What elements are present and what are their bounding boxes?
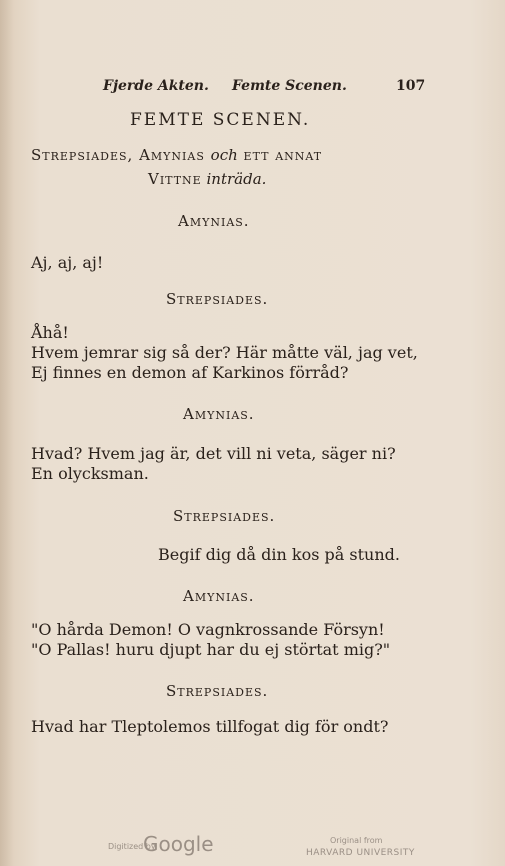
verse-line: Aj, aj, aj! (31, 253, 104, 272)
speaker-strepsiades: Strepsiades. (166, 682, 269, 700)
verse-line: "O Pallas! huru djupt har du ej störtat mig?" (31, 640, 391, 659)
stage-direction-line2 (148, 170, 266, 188)
stage-vittne: Vittne (148, 170, 202, 188)
verse-line: Ej finnes en demon af Karkinos förråd? (31, 363, 349, 382)
stage-intrada: inträda. (206, 170, 267, 188)
google-logo: Google (143, 832, 214, 856)
running-head-left: Fjerde Akten. (103, 78, 209, 94)
scene-title: FEMTE SCENEN. (130, 110, 311, 130)
verse-line: Hvad? Hvem jag är, det vill ni veta, säger ni? (31, 444, 396, 463)
verse-line: Begif dig då din kos på stund. (158, 545, 400, 564)
stage-direction-line1 (31, 146, 322, 164)
page-number: 107 (396, 78, 426, 94)
verse-line: En olycksman. (31, 464, 149, 483)
running-head-center: Femte Scenen. (232, 78, 347, 94)
stage-names: Strepsiades, Amynias (31, 146, 205, 164)
speaker-strepsiades: Strepsiades. (166, 290, 269, 308)
stage-och: och (210, 146, 238, 164)
verse-line: Åhå! (31, 323, 69, 342)
verse-line: "O hårda Demon! O vagnkrossande Försyn! (31, 620, 385, 639)
speaker-amynias: Amynias. (183, 587, 255, 605)
verse-line: Hvad har Tleptolemos tillfogat dig för ondt? (31, 717, 389, 736)
speaker-amynias: Amynias. (183, 405, 255, 423)
speaker-strepsiades: Strepsiades. (173, 507, 276, 525)
harvard-university-label: HARVARD UNIVERSITY (306, 848, 415, 858)
original-from-label: Original from (330, 836, 383, 845)
digitized-by-label: Digitized by (108, 842, 156, 851)
stage-rest: ett annat (243, 146, 323, 164)
speaker-amynias: Amynias. (178, 212, 250, 230)
verse-line: Hvem jemrar sig så der? Här måtte väl, jag vet, (31, 343, 418, 362)
